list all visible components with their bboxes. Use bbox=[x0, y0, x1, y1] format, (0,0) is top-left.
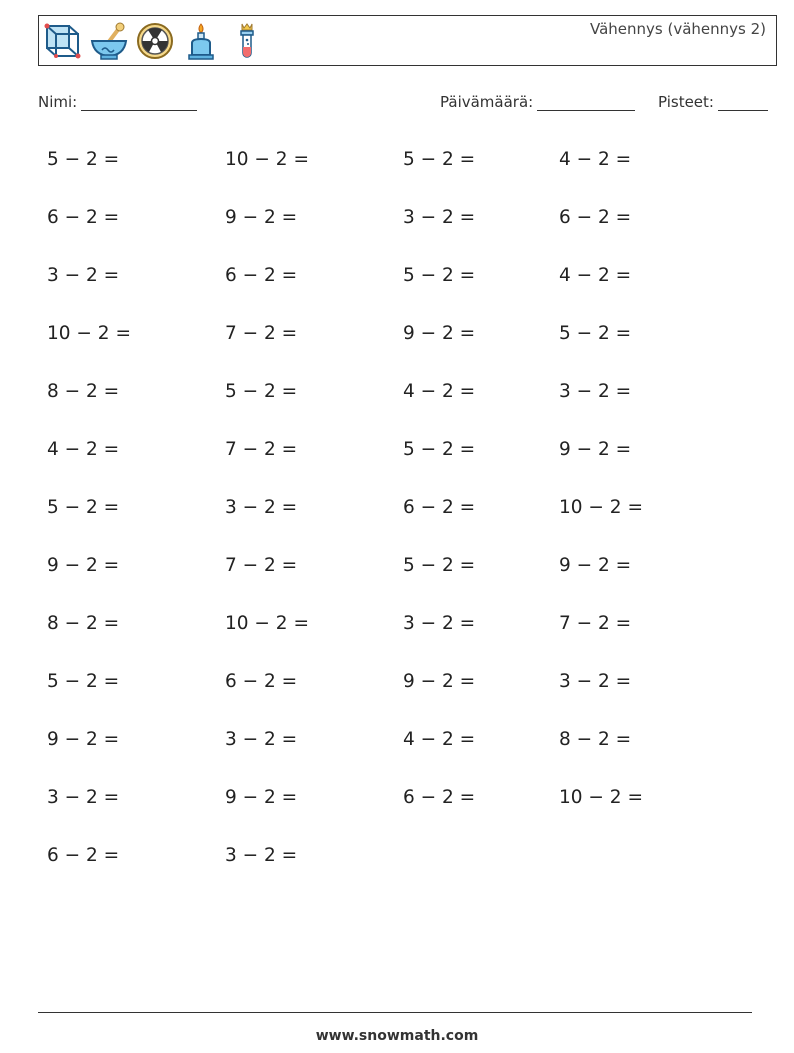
score-label: Pisteet: bbox=[658, 93, 714, 111]
problem-item: 9 − 2 = bbox=[225, 787, 298, 808]
footer-divider bbox=[38, 1012, 752, 1013]
name-field bbox=[38, 93, 197, 111]
problem-item: 6 − 2 = bbox=[47, 207, 120, 228]
footer-site: www.snowmath.com bbox=[315, 1028, 479, 1044]
problem-item: 9 − 2 = bbox=[47, 555, 120, 576]
problem-item: 3 − 2 = bbox=[403, 207, 476, 228]
date-field bbox=[440, 93, 635, 111]
problem-item: 10 − 2 = bbox=[225, 149, 309, 170]
problem-item: 9 − 2 = bbox=[559, 439, 632, 460]
problem-item: 6 − 2 = bbox=[403, 787, 476, 808]
name-line bbox=[81, 94, 197, 111]
problem-item: 4 − 2 = bbox=[47, 439, 120, 460]
problem-item: 6 − 2 = bbox=[225, 265, 298, 286]
problem-item: 9 − 2 = bbox=[225, 207, 298, 228]
problem-item: 3 − 2 = bbox=[559, 381, 632, 402]
mortar-pestle-icon bbox=[90, 21, 128, 61]
problem-item: 6 − 2 = bbox=[403, 497, 476, 518]
problem-item: 9 − 2 = bbox=[559, 555, 632, 576]
problem-item: 6 − 2 = bbox=[47, 845, 120, 866]
problem-item: 5 − 2 = bbox=[559, 323, 632, 344]
problem-item: 5 − 2 = bbox=[403, 265, 476, 286]
problem-item: 3 − 2 = bbox=[225, 845, 298, 866]
problem-item: 4 − 2 = bbox=[559, 149, 632, 170]
icon-strip bbox=[44, 21, 266, 61]
problem-item: 7 − 2 = bbox=[559, 613, 632, 634]
problem-item: 9 − 2 = bbox=[47, 729, 120, 750]
radiation-icon bbox=[136, 21, 174, 61]
problem-item: 3 − 2 = bbox=[225, 729, 298, 750]
date-label: Päivämäärä: bbox=[440, 93, 534, 111]
problem-item: 9 − 2 = bbox=[403, 323, 476, 344]
name-label: Nimi: bbox=[38, 93, 78, 111]
problem-item: 8 − 2 = bbox=[47, 381, 120, 402]
problem-item: 3 − 2 = bbox=[47, 787, 120, 808]
score-line bbox=[718, 94, 768, 111]
problem-item: 3 − 2 = bbox=[559, 671, 632, 692]
problem-item: 8 − 2 = bbox=[559, 729, 632, 750]
problem-item: 8 − 2 = bbox=[47, 613, 120, 634]
problem-item: 10 − 2 = bbox=[47, 323, 131, 344]
problem-item: 3 − 2 = bbox=[403, 613, 476, 634]
problem-item: 6 − 2 = bbox=[559, 207, 632, 228]
burner-icon bbox=[182, 21, 220, 61]
problem-item: 7 − 2 = bbox=[225, 439, 298, 460]
worksheet-title: Vähennys (vähennys 2) bbox=[589, 20, 766, 38]
problem-item: 6 − 2 = bbox=[225, 671, 298, 692]
problem-item: 5 − 2 = bbox=[47, 497, 120, 518]
problem-item: 3 − 2 = bbox=[225, 497, 298, 518]
problem-item: 5 − 2 = bbox=[403, 439, 476, 460]
date-line bbox=[537, 94, 635, 111]
problem-item: 4 − 2 = bbox=[403, 381, 476, 402]
problem-item: 7 − 2 = bbox=[225, 323, 298, 344]
problem-item: 3 − 2 = bbox=[47, 265, 120, 286]
problem-item: 5 − 2 = bbox=[403, 555, 476, 576]
problem-item: 4 − 2 = bbox=[403, 729, 476, 750]
test-tube-icon bbox=[228, 21, 266, 61]
problem-item: 4 − 2 = bbox=[559, 265, 632, 286]
problem-item: 10 − 2 = bbox=[559, 787, 643, 808]
problem-item: 5 − 2 = bbox=[47, 149, 120, 170]
cube-frame-icon bbox=[44, 21, 82, 61]
worksheet-header bbox=[38, 15, 777, 66]
problem-item: 5 − 2 = bbox=[403, 149, 476, 170]
problem-item: 5 − 2 = bbox=[47, 671, 120, 692]
score-field bbox=[658, 93, 768, 111]
problem-item: 10 − 2 = bbox=[225, 613, 309, 634]
problem-item: 9 − 2 = bbox=[403, 671, 476, 692]
problem-item: 5 − 2 = bbox=[225, 381, 298, 402]
problem-item: 10 − 2 = bbox=[559, 497, 643, 518]
problem-item: 7 − 2 = bbox=[225, 555, 298, 576]
